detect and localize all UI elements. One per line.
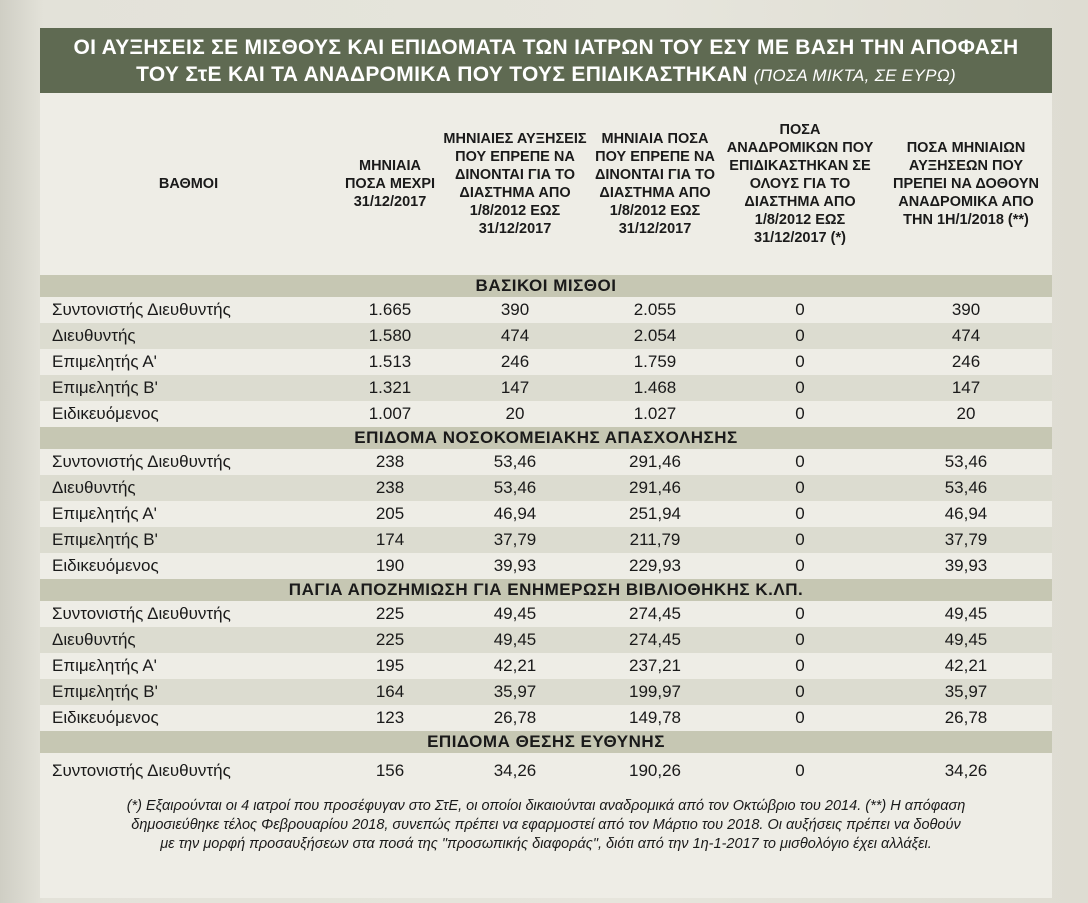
- value-cell: 46,94: [944, 504, 988, 523]
- title-line-2: [46, 61, 1046, 89]
- header-monthly-increases: ΜΗΝΙΑΙΕΣ ΑΥΞΗΣΕΙΣ ΠΟΥ ΕΠΡΕΠΕ ΝΑ ΔΙΝΟΝΤΑΙ ΓΙΑ ΤΟ ΔΙΑΣΤΗΜΑ ΑΠΟ 1/8/2012 ΕΩΣ 31/12/2017: [443, 131, 587, 237]
- value-cell: 291,46: [590, 475, 720, 501]
- value-cell: 147: [880, 375, 1052, 401]
- grade-cell: Διευθυντής: [40, 627, 340, 653]
- value-cell: 274,45: [590, 627, 720, 653]
- title-line-1: ΟΙ ΑΥΞΗΣΕΙΣ ΣΕ ΜΙΣΘΟΥΣ ΚΑΙ ΕΠΙΔΟΜΑΤΑ ΤΩΝ ΙΑΤΡΩΝ ΤΟΥ ΕΣΥ ΜΕ ΒΑΣΗ ΤΗΝ ΑΠΟΦΑΣΗ: [73, 36, 1019, 59]
- value-cell: 42,21: [944, 656, 988, 675]
- table-row: [40, 527, 1052, 553]
- footnote-line-2: δημοσιεύθηκε τέλος Φεβρουαρίου 2018, συνεπώς πρέπει να εφαρμοστεί από τον Μάρτιο του 2018. Οι αυξήσεις πρέπει να δοθούν: [131, 817, 961, 833]
- value-cell: 34,26: [493, 761, 537, 780]
- value-cell: 1.759: [633, 352, 677, 371]
- value-cell: 0: [795, 300, 805, 319]
- value-cell: 0: [720, 627, 880, 653]
- value-cell: 0: [720, 475, 880, 501]
- value-cell: 156: [375, 761, 405, 780]
- value-cell: 53,46: [440, 475, 590, 501]
- section-title: ΕΠΙΔΟΜΑ ΘΕΣΗΣ ΕΥΘΥΝΗΣ: [40, 731, 1052, 753]
- value-cell: 0: [795, 352, 805, 371]
- grade-cell: Επιμελητής Α': [52, 656, 157, 675]
- table-row: [40, 297, 1052, 323]
- value-cell: 0: [720, 323, 880, 349]
- value-cell: 0: [795, 708, 805, 727]
- value-cell: 274,45: [629, 604, 681, 623]
- value-cell: 474: [440, 323, 590, 349]
- header-row: [40, 93, 1052, 275]
- value-cell: 251,94: [629, 504, 681, 523]
- header-monthly-until-2017: ΜΗΝΙΑΙΑ ΠΟΣΑ ΜΕΧΡΙ 31/12/2017: [344, 158, 436, 210]
- value-cell: 390: [500, 300, 530, 319]
- value-cell: 1.007: [368, 404, 412, 423]
- value-cell: 37,79: [440, 527, 590, 553]
- table-row: [40, 501, 1052, 527]
- value-cell: 123: [375, 708, 405, 727]
- value-cell: 0: [795, 604, 805, 623]
- value-cell: 291,46: [629, 452, 681, 471]
- value-cell: 0: [720, 679, 880, 705]
- value-cell: 49,45: [493, 604, 537, 623]
- grade-cell: Συντονιστής Διευθυντής: [52, 300, 231, 319]
- value-cell: 199,97: [590, 679, 720, 705]
- value-cell: 34,26: [944, 761, 988, 780]
- salary-table: [40, 93, 1052, 789]
- value-cell: 147: [440, 375, 590, 401]
- grade-cell: Συντονιστής Διευθυντής: [52, 604, 231, 623]
- value-cell: 0: [795, 404, 805, 423]
- value-cell: 149,78: [629, 708, 681, 727]
- value-cell: 174: [340, 527, 440, 553]
- table-row: [40, 449, 1052, 475]
- value-cell: 246: [951, 352, 981, 371]
- value-cell: 474: [880, 323, 1052, 349]
- title-note: (ΠΟΣΑ ΜΙΚΤΑ, ΣΕ ΕΥΡΩ): [753, 66, 956, 85]
- value-cell: 1.513: [368, 352, 412, 371]
- value-cell: 1.580: [340, 323, 440, 349]
- value-cell: 49,45: [880, 627, 1052, 653]
- value-cell: 53,46: [944, 452, 988, 471]
- table-row: [40, 323, 1052, 349]
- value-cell: 0: [795, 656, 805, 675]
- header-grades: ΒΑΘΜΟΙ: [158, 176, 219, 192]
- value-cell: 0: [795, 452, 805, 471]
- header-monthly-amounts-due: ΜΗΝΙΑΙΑ ΠΟΣΑ ΠΟΥ ΕΠΡΕΠΕ ΝΑ ΔΙΝΟΝΤΑΙ ΓΙΑ ΤΟ ΔΙΑΣΤΗΜΑ ΑΠΟ 1/8/2012 ΕΩΣ 31/12/2017: [594, 131, 716, 237]
- table-body: [40, 275, 1052, 789]
- title-line-2-text: ΤΟΥ ΣτΕ ΚΑΙ ΤΑ ΑΝΑΔΡΟΜΙΚΑ ΠΟΥ ΤΟΥΣ ΕΠΙΔΙΚΑΣΤΗΚΑΝ: [136, 63, 748, 86]
- value-cell: 20: [505, 404, 525, 423]
- value-cell: 0: [795, 504, 805, 523]
- value-cell: 1.468: [590, 375, 720, 401]
- value-cell: 0: [795, 556, 805, 575]
- grade-cell: Συντονιστής Διευθυντής: [52, 452, 231, 471]
- section-header-row: [40, 731, 1052, 753]
- value-cell: 0: [720, 527, 880, 553]
- grade-cell: Επιμελητής Β': [40, 679, 340, 705]
- section-header-row: [40, 427, 1052, 449]
- value-cell: 35,97: [440, 679, 590, 705]
- salary-table-box: [40, 28, 1052, 898]
- value-cell: 49,45: [440, 627, 590, 653]
- grade-cell: Ειδικευόμενος: [52, 404, 159, 423]
- value-cell: 0: [720, 375, 880, 401]
- value-cell: 53,46: [880, 475, 1052, 501]
- value-cell: 205: [375, 504, 405, 523]
- value-cell: 46,94: [493, 504, 537, 523]
- grade-cell: Επιμελητής Α': [52, 504, 157, 523]
- table-row: [40, 705, 1052, 731]
- grade-cell: Ειδικευόμενος: [52, 708, 159, 727]
- value-cell: 42,21: [493, 656, 537, 675]
- value-cell: 211,79: [590, 527, 720, 553]
- header-retroactive-awarded: ΠΟΣΑ ΑΝΑΔΡΟΜΙΚΩΝ ΠΟΥ ΕΠΙΔΙΚΑΣΤΗΚΑΝ ΣΕ ΟΛΟΥΣ ΓΙΑ ΤΟ ΔΙΑΣΤΗΜΑ ΑΠΟ 1/8/2012 ΕΩΣ 31/12/2017 (*): [726, 122, 874, 246]
- section-title: ΒΑΣΙΚΟΙ ΜΙΣΘΟΙ: [40, 275, 1052, 297]
- table-title: [40, 28, 1052, 93]
- grade-cell: Επιμελητής Β': [40, 527, 340, 553]
- grade-cell: Διευθυντής: [40, 475, 340, 501]
- section-title: ΠΑΓΙΑ ΑΠΟΖΗΜΙΩΣΗ ΓΙΑ ΕΝΗΜΕΡΩΣΗ ΒΙΒΛΙΟΘΗΚΗΣ Κ.ΛΠ.: [40, 579, 1052, 601]
- value-cell: 39,93: [493, 556, 537, 575]
- grade-cell: Επιμελητής Α': [52, 352, 157, 371]
- value-cell: 26,78: [944, 708, 988, 727]
- table-row: [40, 679, 1052, 705]
- section-header-row: [40, 579, 1052, 601]
- value-cell: 20: [956, 404, 976, 423]
- value-cell: 190: [375, 556, 405, 575]
- value-cell: 229,93: [629, 556, 681, 575]
- value-cell: 1.027: [633, 404, 677, 423]
- value-cell: 238: [375, 452, 405, 471]
- value-cell: 37,79: [880, 527, 1052, 553]
- value-cell: 2.055: [633, 300, 677, 319]
- grade-cell: Επιμελητής Β': [40, 375, 340, 401]
- value-cell: 1.665: [368, 300, 412, 319]
- value-cell: 26,78: [493, 708, 537, 727]
- value-cell: 2.054: [590, 323, 720, 349]
- table-row: [40, 653, 1052, 679]
- value-cell: 164: [340, 679, 440, 705]
- value-cell: 35,97: [880, 679, 1052, 705]
- grade-cell: Ειδικευόμενος: [52, 556, 159, 575]
- table-row: [40, 401, 1052, 427]
- table-row: [40, 601, 1052, 627]
- footnote-line-3: με την μορφή προσαυξήσεων στα ποσά της "προσωπικής διαφοράς", διότι από την 1η-1-2017 το μισθολόγιο έχει αλλάξει.: [160, 836, 932, 852]
- table-row: [40, 349, 1052, 375]
- value-cell: 195: [375, 656, 405, 675]
- section-title: ΕΠΙΔΟΜΑ ΝΟΣΟΚΟΜΕΙΑΚΗΣ ΑΠΑΣΧΟΛΗΣΗΣ: [40, 427, 1052, 449]
- section-header-row: [40, 275, 1052, 297]
- value-cell: 225: [340, 627, 440, 653]
- table-row: [40, 375, 1052, 401]
- table-row: [40, 753, 1052, 789]
- table-row: [40, 475, 1052, 501]
- table-row: [40, 627, 1052, 653]
- header-increases-from-2018: ΠΟΣΑ ΜΗΝΙΑΙΩΝ ΑΥΞΗΣΕΩΝ ΠΟΥ ΠΡΕΠΕΙ ΝΑ ΔΟΘΟΥΝ ΑΝΑΔΡΟΜΙΚΑ ΑΠΟ ΤΗΝ 1Η/1/2018 (**): [892, 140, 1040, 228]
- value-cell: 49,45: [944, 604, 988, 623]
- grade-cell: Συντονιστής Διευθυντής: [52, 761, 231, 780]
- value-cell: 0: [795, 761, 805, 780]
- footnote-line-1: (*) Εξαιρούνται οι 4 ιατροί που προσέφυγαν στο ΣτΕ, οι οποίοι δικαιούνται αναδρομικά από τον Οκτώβριο του 2014. (**) Η απόφαση: [126, 798, 966, 814]
- table-row: [40, 553, 1052, 579]
- value-cell: 246: [500, 352, 530, 371]
- value-cell: 1.321: [340, 375, 440, 401]
- value-cell: 39,93: [944, 556, 988, 575]
- footnote: [40, 789, 1052, 854]
- value-cell: 237,21: [629, 656, 681, 675]
- grade-cell: Διευθυντής: [40, 323, 340, 349]
- value-cell: 390: [951, 300, 981, 319]
- value-cell: 190,26: [629, 761, 681, 780]
- value-cell: 53,46: [493, 452, 537, 471]
- value-cell: 238: [340, 475, 440, 501]
- value-cell: 225: [375, 604, 405, 623]
